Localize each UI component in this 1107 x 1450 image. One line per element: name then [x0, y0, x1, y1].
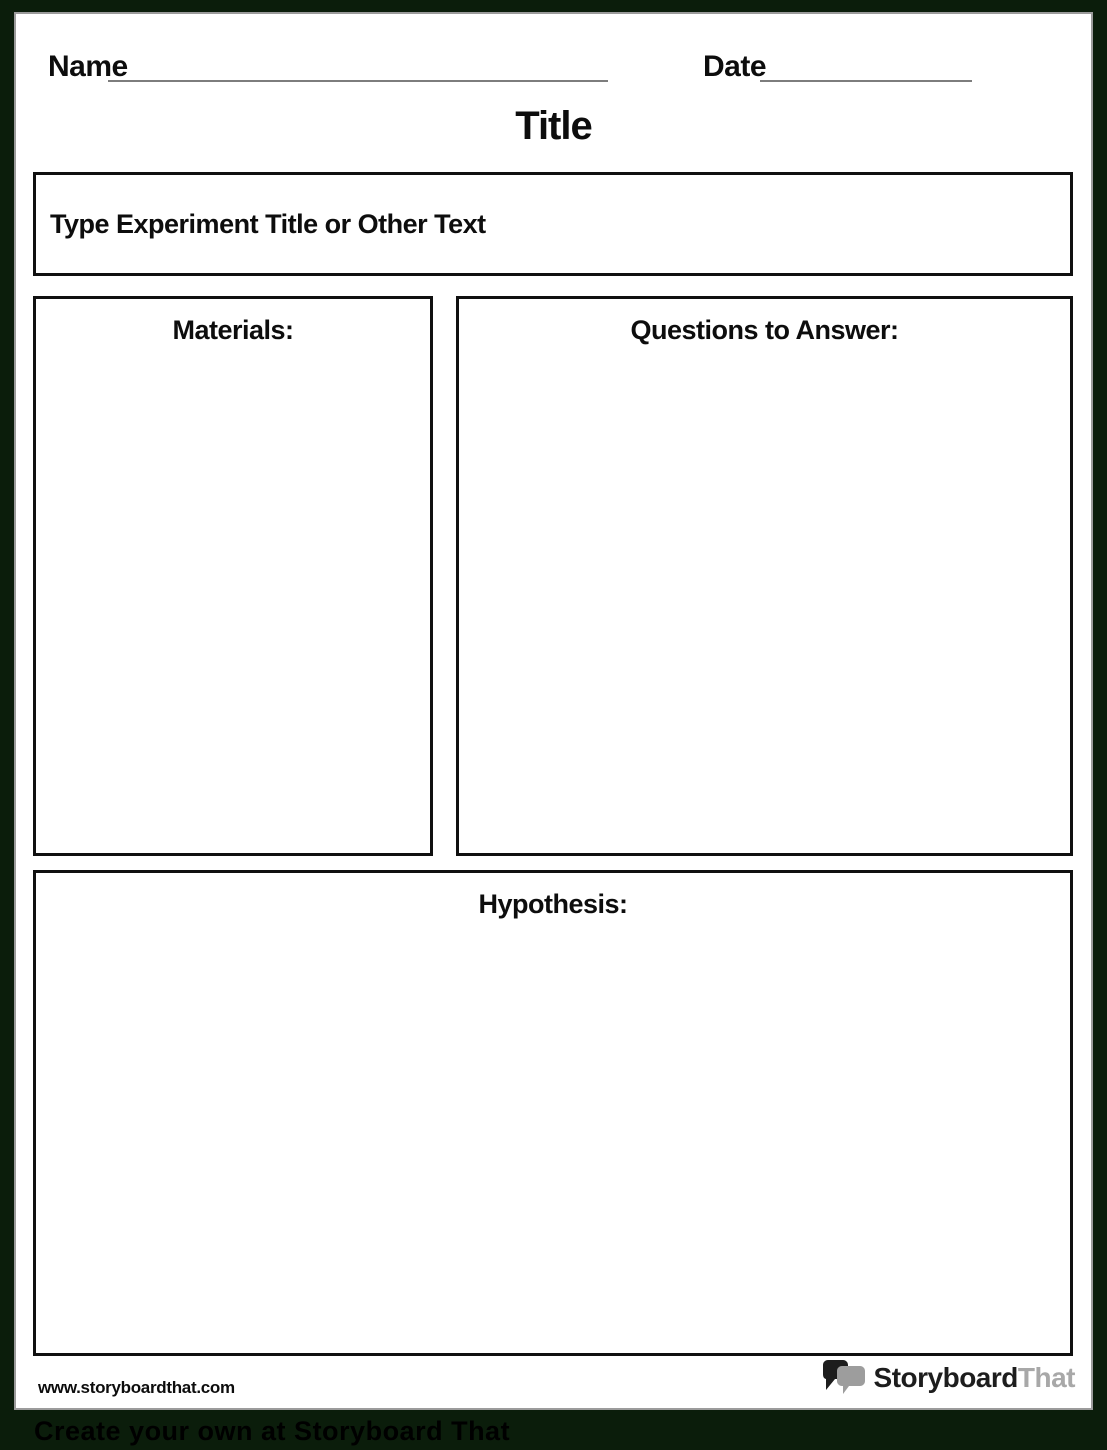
page-title: Title: [515, 104, 592, 148]
hypothesis-box[interactable]: [33, 870, 1073, 1356]
name-fill-line[interactable]: [108, 80, 608, 82]
logo-text-secondary: That: [1017, 1362, 1075, 1393]
worksheet-paper: [14, 12, 1093, 1410]
experiment-title-placeholder[interactable]: Type Experiment Title or Other Text: [50, 208, 486, 239]
create-your-own-watermark: Create your own at Storyboard That: [34, 1416, 511, 1446]
logo-text-primary: Storyboard: [873, 1362, 1018, 1393]
speech-bubbles-icon: [821, 1358, 867, 1398]
hypothesis-label: Hypothesis:: [478, 889, 628, 919]
website-url: www.storyboardthat.com: [38, 1378, 235, 1397]
materials-box[interactable]: [33, 296, 433, 856]
date-label: Date: [703, 50, 767, 83]
questions-box[interactable]: [456, 296, 1073, 856]
experiment-title-box[interactable]: [33, 172, 1073, 276]
materials-label: Materials:: [172, 315, 294, 345]
logo-wordmark: [874, 1362, 1075, 1394]
storyboardthat-logo: [821, 1358, 1075, 1398]
questions-label: Questions to Answer:: [630, 315, 899, 345]
date-fill-line[interactable]: [760, 80, 972, 82]
name-label: Name: [48, 50, 128, 83]
